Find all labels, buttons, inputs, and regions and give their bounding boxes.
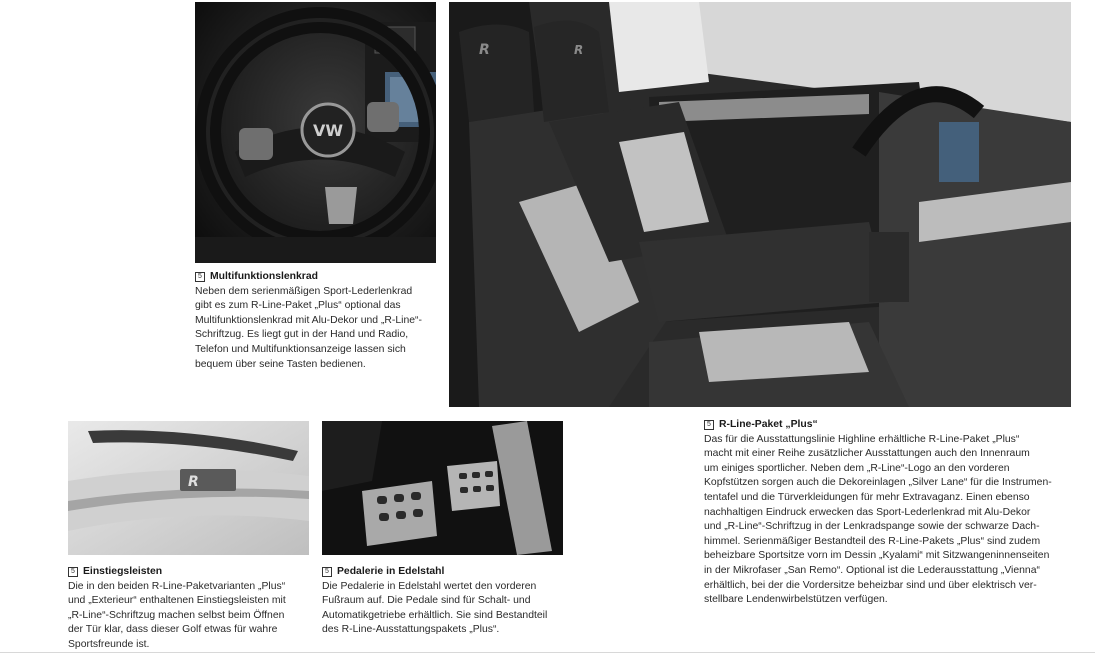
caption-line: stellbare Lendenwirbelstützen verfügen. xyxy=(704,594,888,606)
caption-line: erhältlich, bei der die Vordersitze beheizbar sind und über elektrisch ver- xyxy=(704,579,1037,591)
sill-r-badge: R xyxy=(188,474,199,490)
caption-line: Fußraum auf. Die Pedale sind für Schalt- und xyxy=(322,595,531,607)
svg-text:R: R xyxy=(574,43,584,57)
caption-line: Neben dem serienmäßigen Sport-Lederlenkrad xyxy=(195,285,413,297)
caption-line: Kopfstützen sorgen auch die Dekoreinlagen „Silver Lane“ für die Instrumen- xyxy=(704,477,1052,489)
caption-line: macht mit einer Reihe zusätzlicher Ausstattungen auch den Innenraum xyxy=(704,448,1030,460)
caption-title xyxy=(195,270,445,285)
caption-line: und „R-Line“-Schriftzug in der Lenkradspange sowie der schwarze Dach- xyxy=(704,521,1040,533)
caption-line: Schriftzug. Es liegt gut in der Hand und Radio, xyxy=(195,329,409,341)
pedals-photo xyxy=(322,421,563,555)
reference-number-badge: 5 xyxy=(195,272,205,282)
caption-line: nachhaltigen Eindruck erwecken das Sport-Lederlenkrad mit Alu-Dekor xyxy=(704,506,1031,518)
svg-text:R: R xyxy=(479,42,490,58)
caption-r-line-package xyxy=(704,418,1089,608)
page-bottom-divider xyxy=(0,652,1095,653)
reference-number-badge: 5 xyxy=(322,567,332,577)
caption-line: Multifunktionslenkrad mit Alu-Dekor und „R-Line“- xyxy=(195,314,422,326)
caption-line: gibt es zum R-Line-Paket „Plus“ optional das xyxy=(195,300,401,312)
caption-title-text: Multifunktionslenkrad xyxy=(210,271,318,282)
caption-line: „R-Line“-Schriftzug machen selbst beim Öffnen xyxy=(68,609,285,621)
caption-line: der Tür klar, dass dieser Golf etwas für wahre xyxy=(68,624,278,636)
reference-number-badge: 5 xyxy=(704,420,714,430)
caption-line: himmel. Serienmäßiger Bestandteil des R-Line-Pakets „Plus“ sind zudem xyxy=(704,535,1041,547)
caption-line: in der Mikrofaser „San Remo“. Optional ist die Lederausstattung „Vienna“ xyxy=(704,564,1040,576)
caption-line: und „Exterieur“ enthaltenen Einstiegsleisten mit xyxy=(68,595,286,607)
caption-line: des R-Line-Ausstattungspakets „Plus“. xyxy=(322,624,500,636)
caption-title xyxy=(322,565,572,580)
caption-door-sills xyxy=(68,565,318,653)
caption-line: Automatikgetriebe erhältlich. Sie sind Bestandteil xyxy=(322,609,548,621)
caption-line: Telefon und Multifunktionsanzeige lassen sich xyxy=(195,343,406,355)
caption-title-text: R-Line-Paket „Plus“ xyxy=(719,419,818,430)
vw-logo: VW xyxy=(312,121,344,140)
caption-line: beheizbare Sportsitze vorn im Dessin „Kyalami“ mit Sitzwangeninnenseiten xyxy=(704,550,1050,562)
steering-wheel-photo xyxy=(195,2,436,263)
caption-line: bequem über seine Tasten bedienen. xyxy=(195,358,366,370)
interior-seats-photo xyxy=(449,2,1071,407)
caption-line: Die in den beiden R-Line-Paketvarianten „Plus“ xyxy=(68,580,286,592)
caption-line: Die Pedalerie in Edelstahl wertet den vorderen xyxy=(322,580,537,592)
caption-line: tentafel und die Türverkleidungen für mehr Extravaganz. Einen ebenso xyxy=(704,491,1030,503)
door-sill-photo xyxy=(68,421,309,555)
caption-line: um einiges sportlicher. Neben dem „R-Line“-Logo an den vorderen xyxy=(704,462,1010,474)
caption-title xyxy=(704,418,1089,433)
caption-line: Das für die Ausstattungslinie Highline erhältliche R-Line-Paket „Plus“ xyxy=(704,433,1020,445)
caption-pedals xyxy=(322,565,572,638)
caption-line: Sportsfreunde ist. xyxy=(68,638,150,650)
caption-steering-wheel xyxy=(195,270,445,372)
caption-title-text: Pedalerie in Edelstahl xyxy=(337,566,445,577)
reference-number-badge: 5 xyxy=(68,567,78,577)
caption-title xyxy=(68,565,318,580)
caption-title-text: Einstiegsleisten xyxy=(83,566,163,577)
